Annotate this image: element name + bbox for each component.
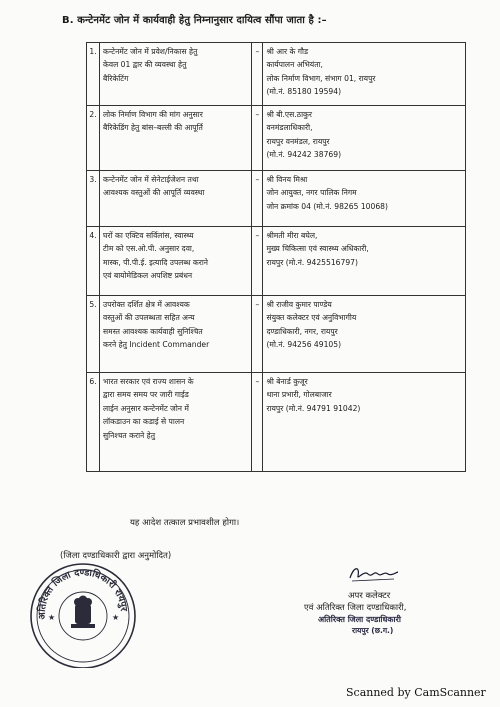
dash-cell: – xyxy=(252,43,263,106)
task-cell xyxy=(100,296,252,373)
approval-note: (जिला दण्डाधिकारी द्वारा अनुमोदित) xyxy=(60,551,172,561)
table-row xyxy=(87,227,466,296)
dash-cell: – xyxy=(252,106,263,171)
officer-line: श्री आर के गौड xyxy=(266,47,309,56)
officer-line: (मो.नं. 94242 38769) xyxy=(266,150,342,160)
table-row xyxy=(87,43,466,106)
officer-line: जोन आयुक्त, नगर पालिक निगम xyxy=(266,188,357,198)
table-row xyxy=(87,106,466,171)
officer-line: जोन क्रमांक 04 (मो.नं. 98265 10068) xyxy=(266,201,388,211)
signatory-office: एवं अतिरिक्त जिला दण्डाधिकारी, xyxy=(304,603,407,613)
responsible-officer-cell xyxy=(263,296,466,373)
task-line: बैरिकेटिंग xyxy=(103,73,129,83)
task-line: कन्टेनमेंट जोन में प्रवेश/निकास हेतु xyxy=(103,47,198,56)
row-number: 3. xyxy=(87,171,100,227)
emblem-icon xyxy=(71,596,95,629)
dash-cell: – xyxy=(252,296,263,373)
officer-line: संयुक्त कलेक्टर एवं अनुविभागीय xyxy=(266,313,357,323)
task-line: लाईन अनुसार कन्टेनमेंट जोन में xyxy=(103,403,189,413)
responsible-officer-cell xyxy=(263,43,466,106)
officer-line: कार्यपालन अभियंता, xyxy=(266,60,323,70)
order-effective-note: यह आदेश तत्काल प्रभावशील होगा। xyxy=(130,518,240,528)
task-line: आवश्यक वस्तुओं की आपूर्ति व्यवस्था xyxy=(103,188,205,198)
task-line: मास्क, पी.पी.ई. इत्यादि उपलब्ध कराने xyxy=(103,257,209,267)
dash-cell: – xyxy=(252,171,263,227)
handwritten-signature xyxy=(348,564,400,584)
official-seal xyxy=(26,560,140,668)
task-line: सुनिश्चत कराने हेतु xyxy=(103,430,156,440)
task-cell xyxy=(100,43,252,106)
officer-line: श्रीमती मीरा बघेल, xyxy=(266,231,318,240)
officer-line: लोक निर्माण विभाग, संभाग 01, रायपुर xyxy=(266,73,376,83)
scanner-watermark: Scanned by CamScanner xyxy=(346,686,486,699)
officer-line: श्री राजीव कुमार पाण्डेय xyxy=(266,300,332,309)
officer-line: मुख्य चिकित्सा एवं स्वास्थ्य अधिकारी, xyxy=(266,244,369,254)
officer-line: श्री विनय मिश्रा xyxy=(266,175,308,184)
task-line: करने हेतु Incident Commander xyxy=(103,340,210,350)
task-line: उपरोक्त दर्शित क्षेत्र में आवश्यक xyxy=(103,300,190,309)
dash-cell: – xyxy=(252,373,263,472)
officer-line: रायपुर वनमंडल, रायपुर xyxy=(266,136,330,146)
order-heading: B. कन्टेनमेंट जोन में कार्यवाही हेतु निम्नानुसार दायित्व सौंपा जाता है :– xyxy=(62,15,327,26)
task-line: घरों का एक्टिव सर्विलांस, स्वास्थ्य xyxy=(103,231,194,240)
responsible-officer-cell xyxy=(263,227,466,296)
officer-line: थाना प्रभारी, गोलबाजार xyxy=(266,390,332,400)
task-line: लॉकडाउन का कडाई से पालन xyxy=(103,417,185,427)
row-number: 5. xyxy=(87,296,100,373)
dash-cell: – xyxy=(252,227,263,296)
task-cell xyxy=(100,373,252,472)
officer-line: रायपुर (मो.नं. 9425516797) xyxy=(266,257,358,267)
officer-line: (मो.नं. 94256 49105) xyxy=(266,340,342,350)
task-line: लोक निर्माण विभाग की मांग अनुसार xyxy=(103,110,203,119)
task-line: द्वारा समय समय पर जारी गाईड xyxy=(103,390,189,400)
responsible-officer-cell xyxy=(263,373,466,472)
signatory-title: अपर कलेक्टर xyxy=(348,591,391,601)
task-line: भारत सरकार एवं राज्य शासन के xyxy=(103,377,194,386)
task-line: समस्त आवश्यक कार्यवाही सुनिश्चित xyxy=(103,326,203,336)
row-number: 1. xyxy=(87,43,100,106)
table-row xyxy=(87,171,466,227)
svg-text:★: ★ xyxy=(112,613,120,622)
officer-line: श्री बेनार्ड कुजूर xyxy=(266,377,308,386)
task-line: बैरिकेडिंग हेतु बांस–बल्ली की आपूर्ति xyxy=(103,123,203,133)
task-line: टीम को एस.ओ.पी. अनुसार दवा, xyxy=(103,244,195,254)
task-line: कन्टेनमेंट जोन में सेनेटाईजेशन तथा xyxy=(103,175,199,184)
responsibility-table xyxy=(86,42,466,472)
table-row xyxy=(87,373,466,472)
task-cell xyxy=(100,227,252,296)
row-number: 2. xyxy=(87,106,100,171)
row-number: 4. xyxy=(87,227,100,296)
officer-line: श्री बी.एस.ठाकुर xyxy=(266,110,312,119)
svg-text:★: ★ xyxy=(48,613,56,622)
officer-line: (मो.नं. 85180 19594) xyxy=(266,87,342,97)
task-cell xyxy=(100,106,252,171)
task-cell xyxy=(100,171,252,227)
responsible-officer-cell xyxy=(263,106,466,171)
task-line: वस्तुओं की उपलब्धता सहित अन्य xyxy=(103,313,195,323)
task-line: केवल 01 द्वार की व्यवस्था हेतु xyxy=(103,60,187,70)
task-line: एवं बायोमेडिकल अपशिष्ट प्रबंधन xyxy=(103,271,193,281)
row-number: 6. xyxy=(87,373,100,472)
signatory-place: रायपुर (छ.ग.) xyxy=(352,626,394,635)
officer-line: वनमंडलाधिकारी, xyxy=(266,123,313,133)
officer-line: दण्डाधिकारी, नगर, रायपुर xyxy=(266,326,338,336)
responsible-officer-cell xyxy=(263,171,466,227)
officer-line: रायपुर (मो.नं. 94791 91042) xyxy=(266,403,361,413)
svg-text:अतिरिक्त जिला दण्डाधिकारी रायप: अतिरिक्त जिला दण्डाधिकारी रायपुर xyxy=(36,567,129,620)
signatory-stamp: अतिरिक्त जिला दण्डाधिकारी xyxy=(318,615,401,624)
table-row xyxy=(87,296,466,373)
